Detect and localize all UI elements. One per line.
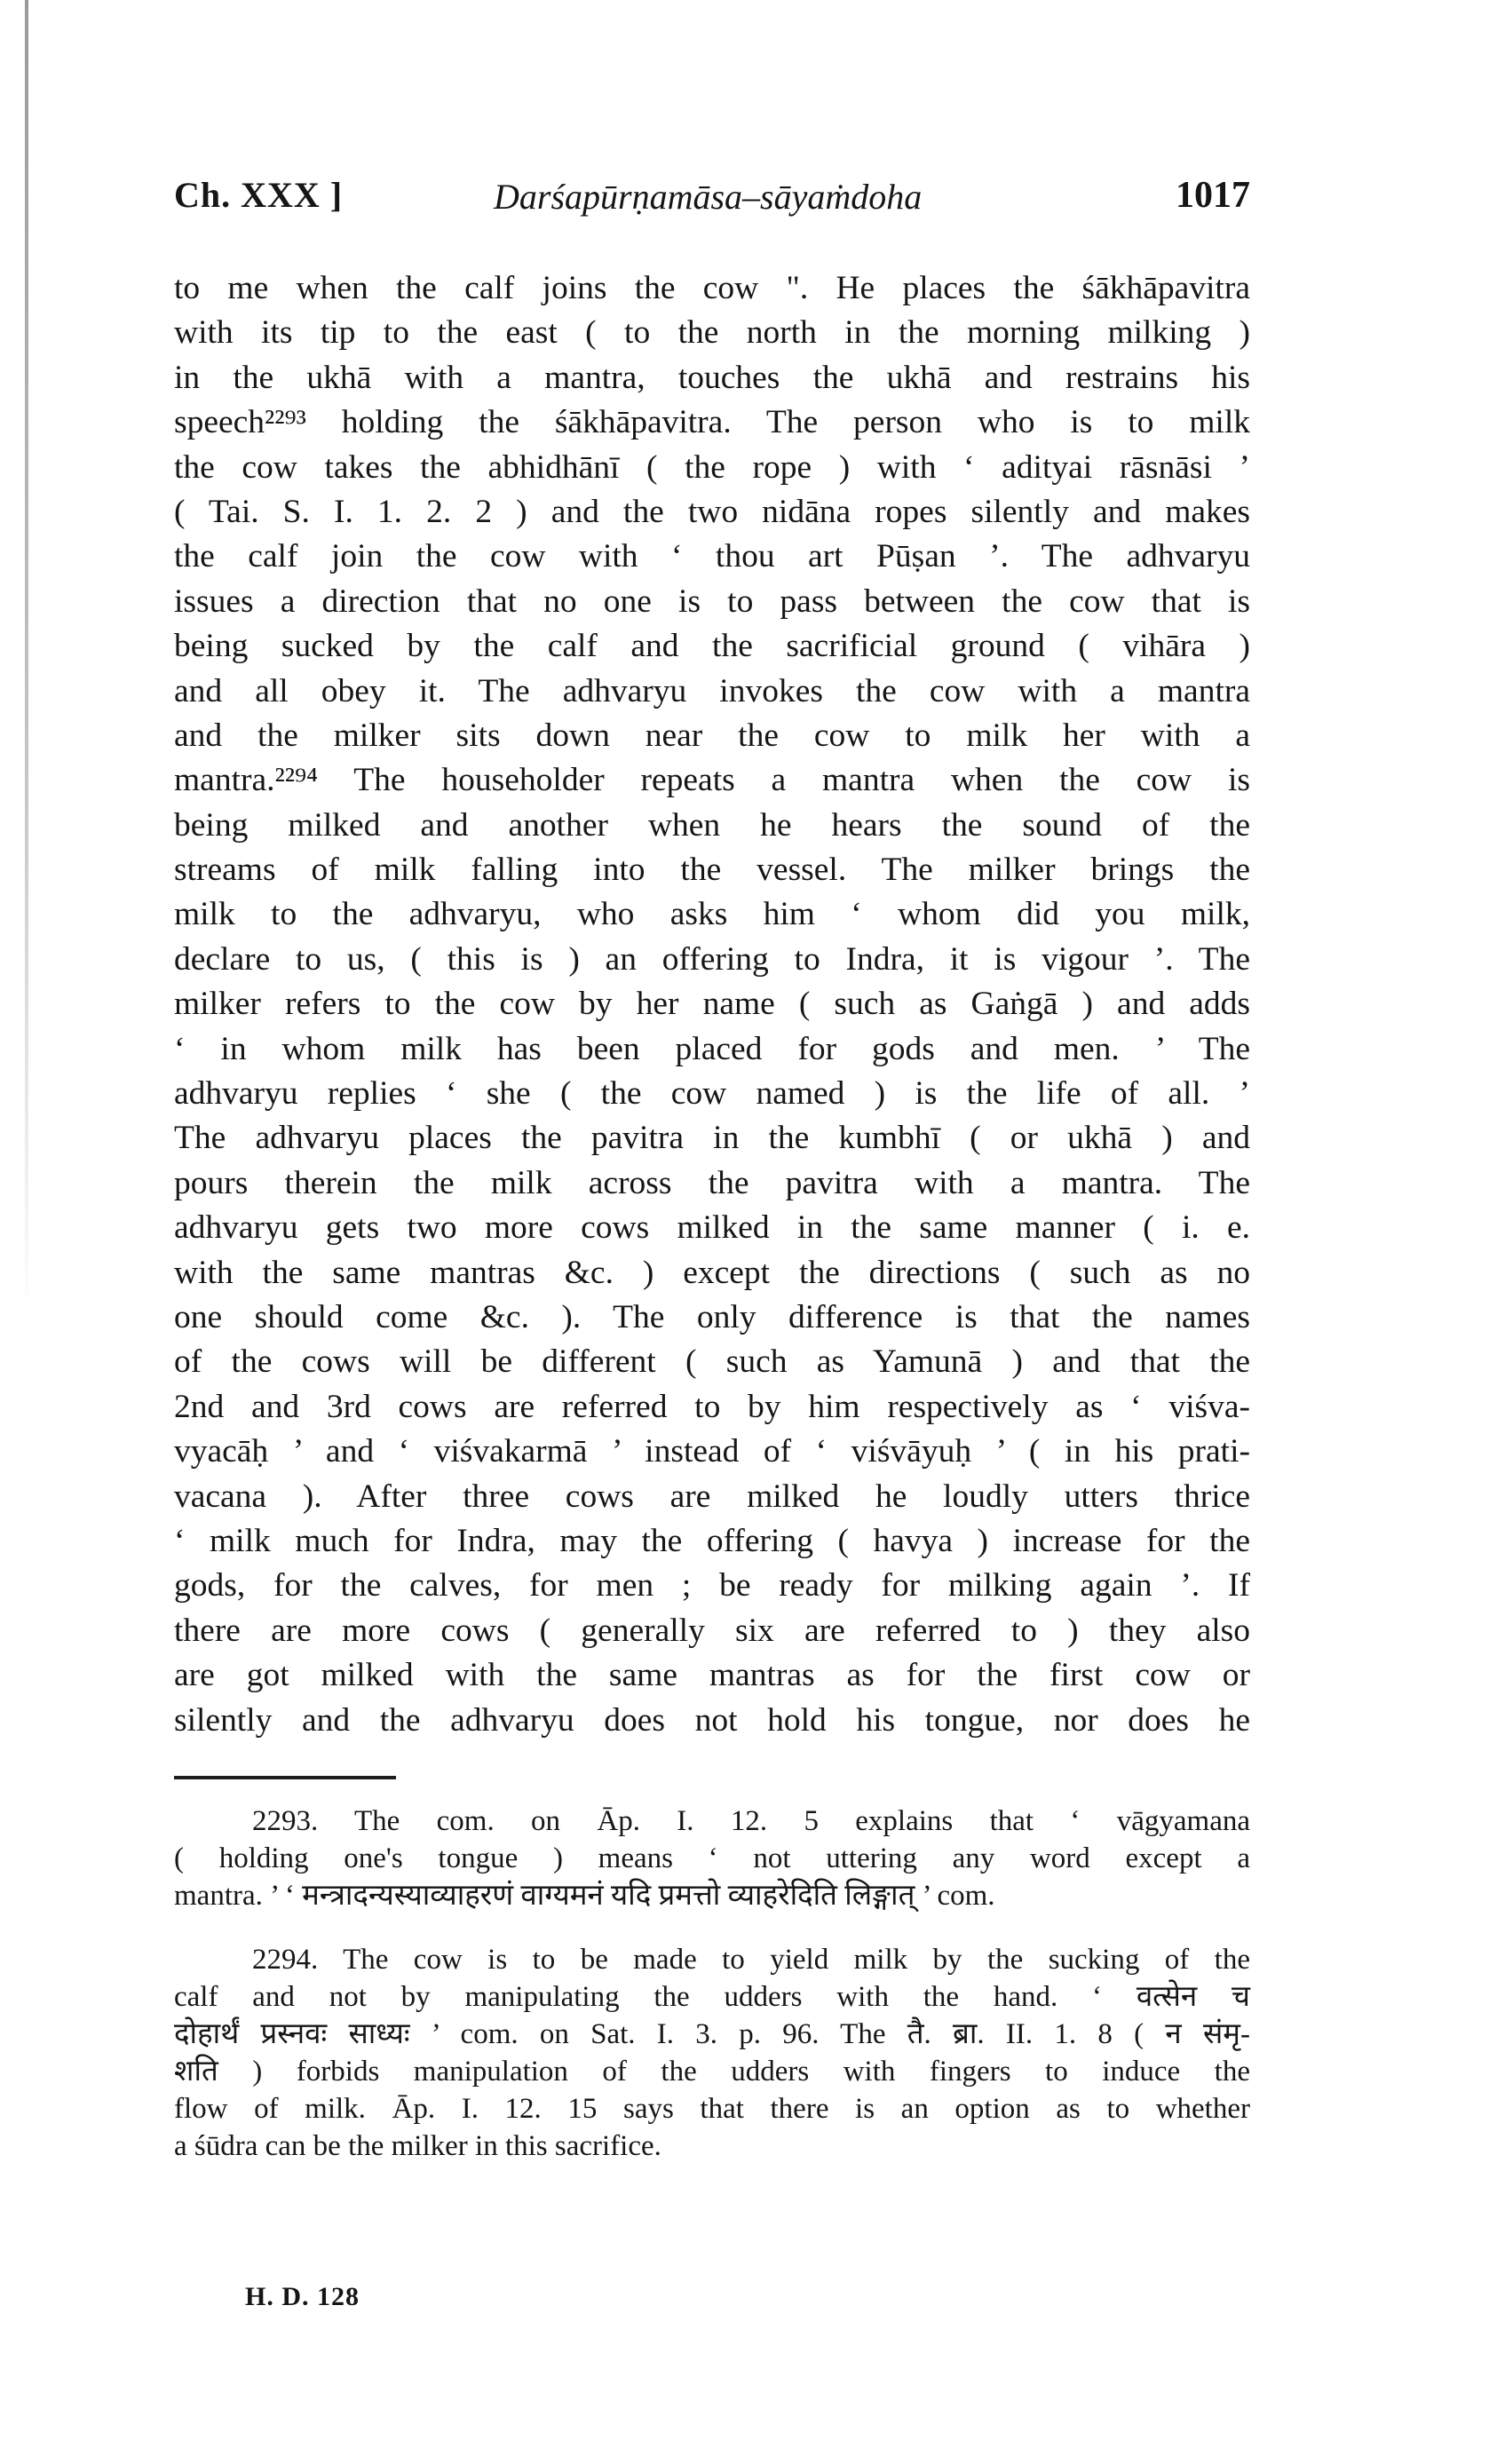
body-line: 2nd and 3rd cows are referred to by him respectively as ‘ viśva- [174,1388,1250,1425]
footnote-line: दोहार्थं प्रस्नवः साध्यः ’ com. on Sat. I. 3. p. 96. The तै. ब्रा. II. 1. 8 ( न संमृ- [174,2018,1250,2050]
body-line: there are more cows ( generally six are referred to ) they also [174,1612,1250,1649]
footnote-line: शति ) forbids manipulation of the udders with fingers to induce the [174,2056,1250,2088]
body-line: to me when the calf joins the cow ". He places the śākhāpavitra [174,270,1250,306]
body-line: silently and the adhvaryu does not hold his tongue, nor does he [174,1701,1250,1739]
footnote [174,1802,1250,1914]
page-number: 1017 [1176,175,1250,216]
body-line: and the milker sits down near the cow to milk her with a [174,717,1250,754]
body-line: vyacāḥ ’ and ‘ viśvakarmā ’ instead of ‘ viśvāyuḥ ’ ( in his prati- [174,1433,1250,1470]
body-line: milk to the adhvaryu, who asks him ‘ whom did you milk, [174,896,1250,933]
body-line: of the cows will be different ( such as Yamunā ) and that the [174,1343,1250,1381]
body-line: speech²²⁹³ holding the śākhāpavitra. The person who is to milk [174,404,1250,441]
body-line: milker refers to the cow by her name ( such as Gaṅgā ) and adds [174,986,1250,1023]
body-line: are got milked with the same mantras as for the first cow or [174,1657,1250,1694]
body-line: adhvaryu replies ‘ she ( the cow named ) is the life of all. ’ [174,1075,1250,1113]
body-line: gods, for the calves, for men ; be ready for milking again ’. If [174,1567,1250,1604]
body-line: and all obey it. The adhvaryu invokes the cow with a mantra [174,672,1250,709]
body-line: ( Tai. S. I. 1. 2. 2 ) and the two nidāna ropes silently and makes [174,493,1250,530]
footnote-line: flow of milk. Āp. I. 12. 15 says that there is an option as to whether [174,2093,1250,2125]
body-line: with the same mantras &c. ) except the directions ( such as no [174,1254,1250,1291]
footnote-divider [174,1776,396,1779]
body-line: streams of milk falling into the vessel. The milker brings the [174,852,1250,889]
footnote-line: 2293. The com. on Āp. I. 12. 5 explains that ‘ vāgyamana [252,1805,1250,1837]
body-line: the cow takes the abhidhānī ( the rope ) with ‘ adityai rāsnāsi ’ [174,448,1250,486]
footnote-line: mantra. ’ ‘ मन्त्रादन्यस्याव्याहरणं वाग्यमनं यदि प्रमत्तो व्याहरेदिति लिङ्गात् ’ com. [174,1880,995,1912]
body-line: the calf join the cow with ‘ thou art Pūṣan ’. The adhvaryu [174,538,1250,575]
running-title: Darśapūrṇamāsa–sāyaṁdoha [494,177,923,217]
signature-mark: H. D. 128 [245,2282,360,2311]
body-line: pours therein the milk across the pavitra with a mantra. The [174,1164,1250,1201]
footnote-line: a śūdra can be the milker in this sacrifice. [174,2130,661,2162]
body-line: mantra.²²⁹⁴ The householder repeats a mantra when the cow is [174,762,1250,799]
body-line: one should come &c. ). The only difference is that the names [174,1298,1250,1335]
page-header [174,174,1250,236]
footnote [174,1941,1250,2165]
body-line: issues a direction that no one is to pass between the cow that is [174,582,1250,620]
scan-margin-line [25,0,28,1314]
body-line: vacana ). After three cows are milked he loudly utters thrice [174,1478,1250,1515]
body-line: declare to us, ( this is ) an offering to Indra, it is vigour ’. The [174,940,1250,978]
body-line: being sucked by the calf and the sacrificial ground ( vihāra ) [174,628,1250,665]
footnote-line: 2294. The cow is to be made to yield milk by the sucking of the [252,1944,1250,1976]
footnotes [174,1802,1250,2191]
body-line: ‘ in whom milk has been placed for gods and men. ’ The [174,1030,1250,1067]
body-line: ‘ milk much for Indra, may the offering ( havya ) increase for the [174,1522,1250,1559]
footnote-line: calf and not by manipulating the udders with the hand. ‘ वत्सेन च [174,1981,1250,2013]
body-line: The adhvaryu places the pavitra in the kumbhī ( or ukhā ) and [174,1120,1250,1157]
footnote-line: ( holding one's tongue ) means ‘ not uttering any word except a [174,1842,1250,1874]
body-line: being milked and another when he hears the sound of the [174,806,1250,844]
body-line: adhvaryu gets two more cows milked in the same manner ( i. e. [174,1209,1250,1247]
body-text [174,266,1250,1743]
body-line: with its tip to the east ( to the north in the morning milking ) [174,314,1250,352]
chapter-label: Ch. XXX ] [174,175,344,215]
body-line: in the ukhā with a mantra, touches the ukhā and restrains his [174,359,1250,396]
